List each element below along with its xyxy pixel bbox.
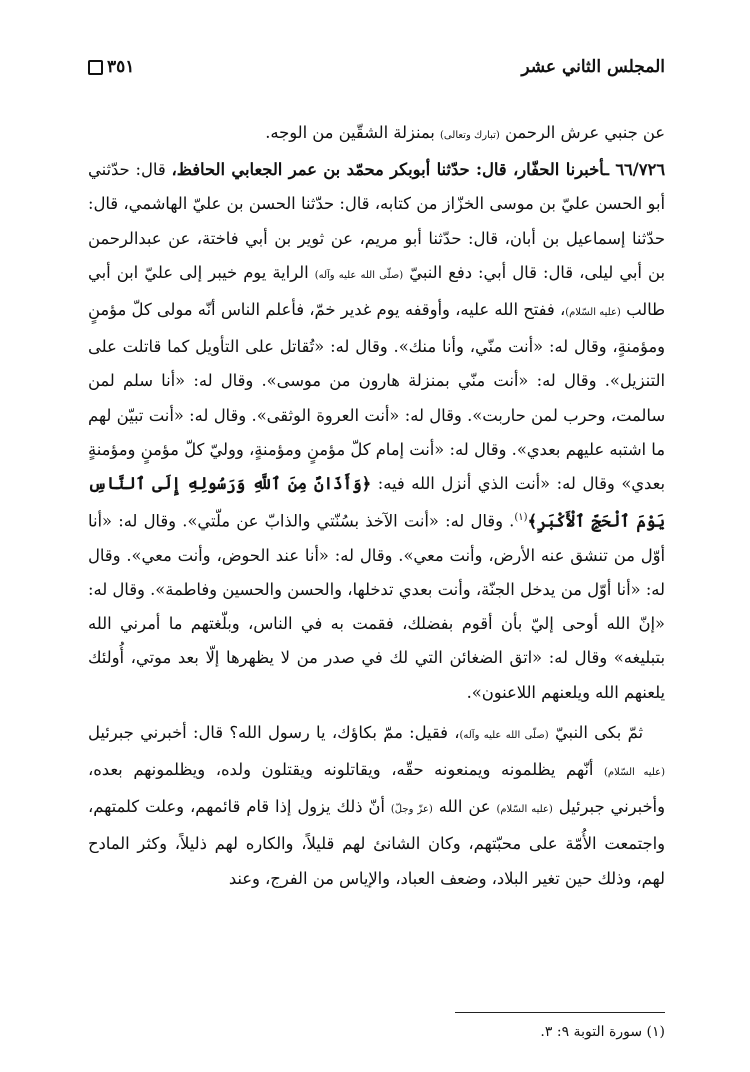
quran-verse: ﴿وَأَذَانٌ مِنَ ٱللَّهِ وَرَسُولِهِ إِلَى ٱلنَّاسِ يَوْمَ ٱلْحَجِّ ٱلْأَكْبَرِ﴾ [88, 474, 665, 531]
hadith-text: ، ففتح الله عليه، وأوقفه يوم غدير خمّ، فأعلم الناس أنّه مولى كلّ مؤمنٍ ومؤمنةٍ، وقال له: «أنت منّي، وأنا منك». وقال له: «تُقاتل على التأويل كما قاتلت على التنزيل». وقال له: «أنت منّي بمنزلة هارون من موسى». وقال له: «أنا سلم لمن سالمت، وحرب لمن حاربت». وقال له: «أنت العروة الوثقى». وقال له: «أنت تبيّن لهم ما اشتبه عليهم بعدي». وقال له: «أنت إمام كلّ مؤمنٍ ومؤمنةٍ، ووليّ كلّ مؤمنٍ ومؤمنةٍ بعدي» وقال له: «أنت الذي أنزل الله فيه: [88, 300, 665, 494]
narration-text: أنّ ذلك يزول إذا قام قائمهم، وعلت كلمتهم، واجتمعت الأُمّة على محبّتهم، وكان الشانئ لهم قليلاً، والكاره لهم ذليلاً، وكثر المادح لهم، وذلك حين تغير البلاد، وضعف العباد، والإياس من الفرج، وعند [88, 797, 665, 888]
blessing-text: (تبارك وتعالى) [440, 130, 500, 141]
blessing-text: (عليه السّلام) [565, 307, 621, 319]
narration-text: عن الله [438, 797, 491, 817]
blessing-text: (صلّى الله عليه وآله) [314, 269, 404, 281]
intro-text-end: بمنزلة الشقّين من الوجه. [265, 123, 435, 142]
narration-text: ثمّ بكى النبيّ [554, 722, 643, 742]
running-header [88, 52, 665, 82]
hadith-number: ٦٦/٧٢٦ ـ [604, 160, 665, 180]
footnote-marker[interactable]: (١) [514, 512, 528, 524]
hadith-opening: أخبرنا الحفّار، قال: حدّثنا أبوبكر محمّد بن عمر الجعابي الحافظ، [171, 160, 605, 180]
hadith-paragraph [88, 153, 665, 710]
blessing-text: (عليه السّلام) [604, 767, 665, 779]
hadith-text: . وقال له: «أنت الآخذ بسُنّتي والذابّ عن ملّتي». وقال له: «أنا أوّل من تنشق عنه الأرض، وأنت معي». وقال له: «أنا عند الحوض، وأنت معي». وقال له: «أنا أوّل من يدخل الجنّة، وأنت بعدي تدخلها، والحسن والحسين وفاطمة». وقال له: «إنّ الله أوحى إليّ بأن أقوم بفضلك، فقمت به في الناس، وبلّغتهم ما أمرني الله بتبليغه» وقال له: «اتق الضغائن التي لك في صدر من لا يظهرها إلّا بعد موتي، أُولئك يلعنهم الله ويلعنهم اللاعنون». [88, 511, 665, 702]
page-number [88, 57, 134, 77]
blessing-text: (عزّ وجلّ) [390, 804, 433, 816]
intro-line [88, 116, 665, 153]
footnote-divider [455, 1012, 665, 1013]
footnote: (١) سورة التوبة ٩: ٣. [540, 1024, 665, 1040]
hadith-text: الراية يوم خيبر إلى عليّ ابن أبي طالب [88, 262, 665, 320]
square-icon [88, 60, 103, 75]
narration-text: أنّهم يظلمونه ويمنعونه حقّه، ويقاتلونه ويقتلون ولده، ويظلمونهم بعده، وأخبرني جبرئيل [88, 760, 665, 817]
page-number-text: ٣٥١ [107, 57, 135, 77]
chapter-title: المجلس الثاني عشر [521, 57, 665, 77]
blessing-text: (صلّى الله عليه وآله) [459, 729, 549, 741]
chain-text: قال: حدّثني أبو الحسن عليّ بن موسى الخزّاز من كتابه، قال: حدّثنا الحسن بن عليّ الهاشمي، قال: حدّثنا إسماعيل بن أبان، قال: حدّثنا أبو مريم، عن ثوير بن أبي فاختة، عن عبدالرحمن بن أبي ليلى، قال: قال أبي: دفع النبيّ [88, 160, 665, 282]
intro-text: عن جنبي عرش الرحمن [504, 123, 665, 142]
narration-paragraph [88, 716, 665, 896]
body-text [88, 116, 665, 896]
blessing-text: (عليه السّلام) [496, 804, 553, 816]
narration-text: ، فقيل: ممّ بكاؤك، يا رسول الله؟ قال: أخبرني جبرئيل [88, 722, 460, 742]
